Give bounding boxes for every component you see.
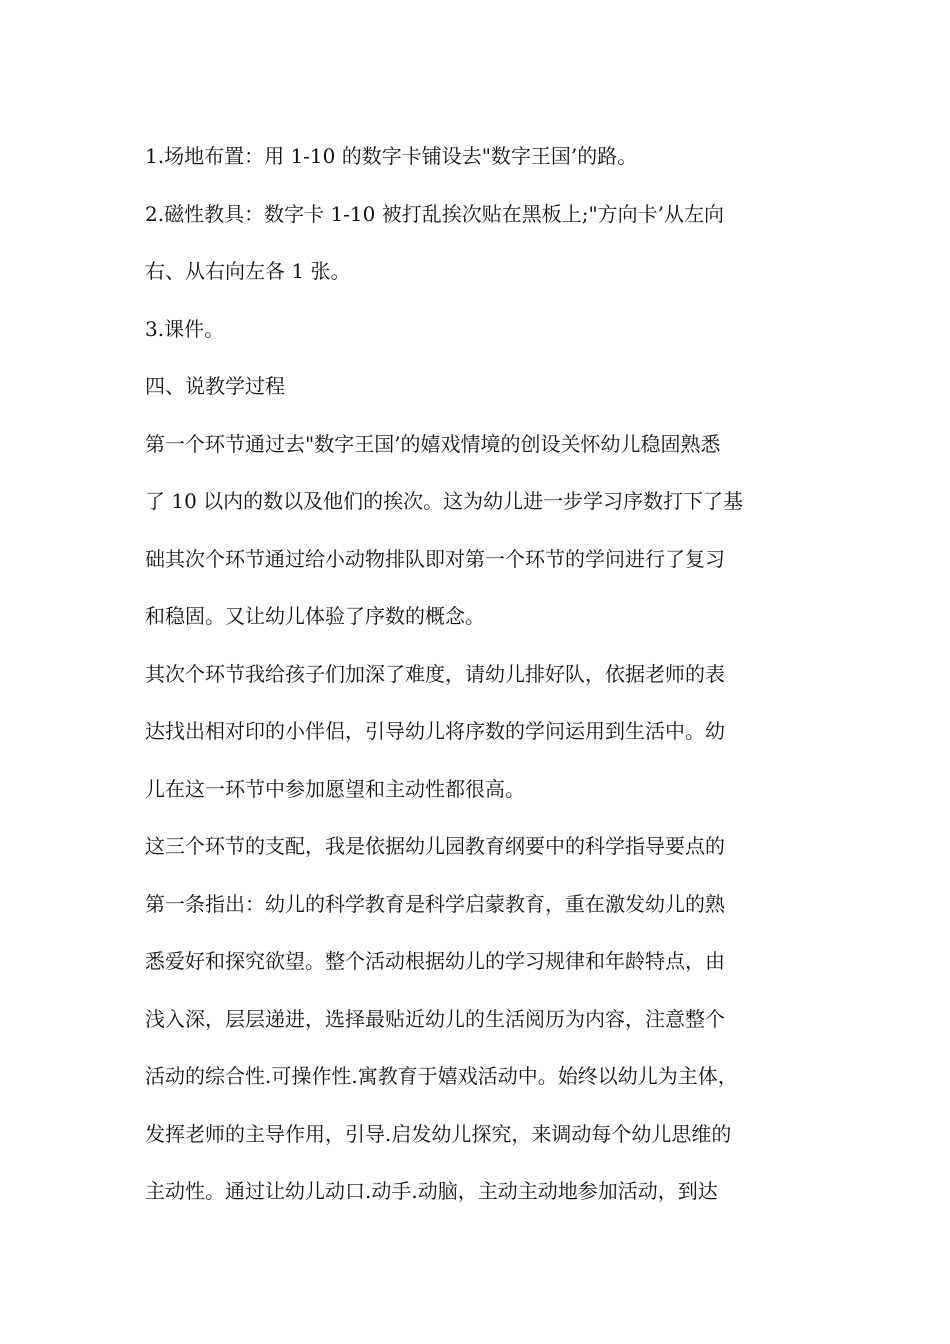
text-line: 了 10 以内的数以及他们的挨次。这为幼儿进一步学习序数打下了基 — [145, 489, 744, 513]
text-line: 发挥老师的主导作用，引导.启发幼儿探究，来调动每个幼儿思维的 — [145, 1121, 732, 1146]
text-line: 这三个环节的支配，我是依据幼儿园教育纲要中的科学指导要点的 — [145, 834, 725, 858]
text-line: 其次个环节我给孩子们加深了难度，请幼儿排好队，依据老师的表 — [145, 661, 725, 686]
text-line: 右、从右向左各 1 张。 — [145, 259, 351, 283]
text-line: 浅入深，层层递进，选择最贴近幼儿的生活阅历为内容，注意整个 — [145, 1006, 725, 1031]
text-line: 1.场地布置：用 1-10 的数字卡铺设去"数字王国’的路。 — [145, 144, 638, 168]
section-heading: 四、说教学过程 — [145, 374, 285, 398]
document-body — [145, 128, 825, 1221]
text-line: 悉爱好和探究欲望。整个活动根据幼儿的学习规律和年龄特点，由 — [145, 949, 725, 973]
text-line: 第一个环节通过去"数字王国’的嬉戏情境的创设关怀幼儿稳固熟悉 — [145, 431, 721, 456]
text-line: 主动性。通过让幼儿动口.动手.动脑，主动主动地参加活动，到达 — [145, 1179, 718, 1203]
text-line: 和稳固。又让幼儿体验了序数的概念。 — [145, 604, 485, 628]
text-line: 3.课件。 — [145, 316, 225, 341]
text-line: 2.磁性教具：数字卡 1-10 被打乱挨次贴在黑板上;"方向卡’从左向 — [145, 201, 725, 226]
text-line: 儿在这一环节中参加愿望和主动性都很高。 — [145, 776, 525, 801]
text-line: 活动的综合性.可操作性.寓教育于嬉戏活动中。始终以幼儿为主体， — [145, 1064, 738, 1088]
text-line: 达找出相对印的小伴侣，引导幼儿将序数的学问运用到生活中。幼 — [145, 719, 725, 743]
text-line: 础其次个环节通过给小动物排队即对第一个环节的学问进行了复习 — [145, 546, 725, 571]
text-line: 第一条指出：幼儿的科学教育是科学启蒙教育，重在激发幼儿的熟 — [145, 891, 725, 916]
